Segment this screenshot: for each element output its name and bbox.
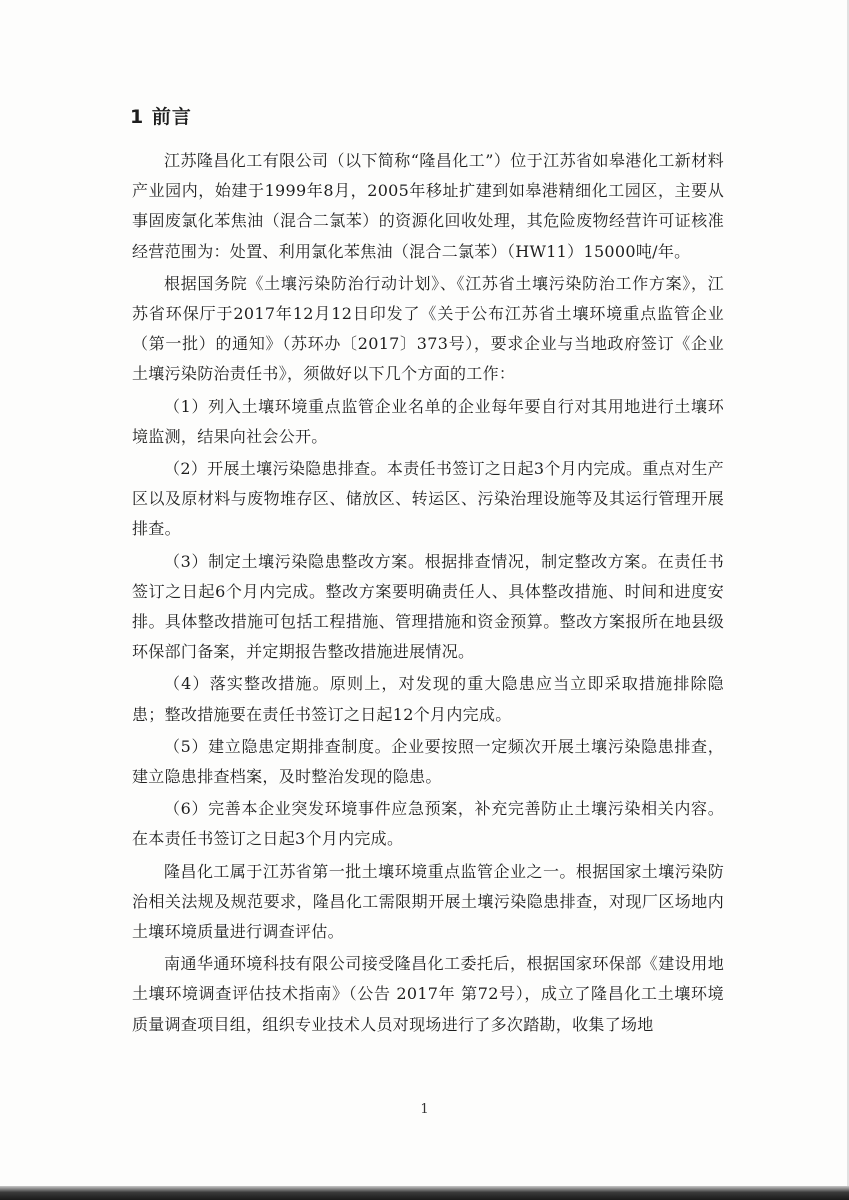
paragraph-project-team: 南通华通环境科技有限公司接受隆昌化工委托后，根据国家环保部《建设用地土壤环境调查评估技术指南》（公告 2017年 第72号），成立了隆昌化工土壤环境质量调查项目组，组织专业技术人员对现场进行了多次踏勘，收集了场地 [132, 954, 724, 1034]
paragraph-item-4: （4）落实整改措施。原则上，对发现的重大隐患应当立即采取措施排除隐患；整改措施要在责任书签订之日起12个月内完成。 [132, 674, 724, 724]
paragraph-regulatory-status: 隆昌化工属于江苏省第一批土壤环境重点监管企业之一。根据国家土壤污染防治相关法规及规范要求，隆昌化工需限期开展土壤污染隐患排查，对现厂区场地内土壤环境质量进行调查评估。 [132, 861, 724, 942]
page-number: 1 [420, 1102, 429, 1117]
paragraph-item-6: （6）完善本企业突发环境事件应急预案，补充完善防止土壤污染相关内容。在本责任书签订之日起3个月内完成。 [132, 799, 724, 849]
body-text [132, 146, 724, 1042]
paragraph-item-5: （5）建立隐患定期排查制度。企业要按照一定频次开展土壤污染隐患排查，建立隐患排查档案，及时整治发现的隐患。 [132, 736, 724, 787]
scan-edge-bottom [0, 1186, 849, 1200]
paragraph-item-1: （1）列入土壤环境重点监管企业名单的企业每年要自行对其用地进行土壤环境监测，结果向社会公开。 [132, 396, 724, 446]
section-heading: 1 前言 [130, 106, 192, 128]
paragraph-company-intro: 江苏隆昌化工有限公司（以下简称“隆昌化工”）位于江苏省如皋港化工新材料产业园内，始建于1999年8月，2005年移址扩建到如皋港精细化工园区，主要从事固废氯化苯焦油（混合二氯苯）的资源化回收处理，其危险废物经营许可证核准经营范围为：处置、利用氯化苯焦油（混合二氯苯）（HW11）15000吨/年。 [132, 151, 724, 261]
paragraph-item-3: （3）制定土壤污染隐患整改方案。根据排查情况，制定整改方案。在责任书签订之日起6个月内完成。整改方案要明确责任人、具体整改措施、时间和进度安排。具体整改措施可包括工程措施、管理措施和资金预算。整改方案报所在地县级环保部门备案，并定期报告整改措施进展情况。 [132, 551, 724, 662]
paragraph-item-2: （2）开展土壤污染隐患排查。本责任书签订之日起3个月内完成。重点对生产区以及原材料与废物堆存区、储放区、转运区、污染治理设施等及其运行管理开展排查。 [132, 459, 724, 539]
paragraph-policy-background: 根据国务院《土壤污染防治行动计划》、《江苏省土壤污染防治工作方案》，江苏省环保厅于2017年12月12日印发了《关于公布江苏省土壤环境重点监管企业（第一批）的通知》（苏环办〔2017〕373号），要求企业与当地政府签订《企业土壤污染防治责任书》，须做好以下几个方面的工作： [132, 273, 724, 384]
